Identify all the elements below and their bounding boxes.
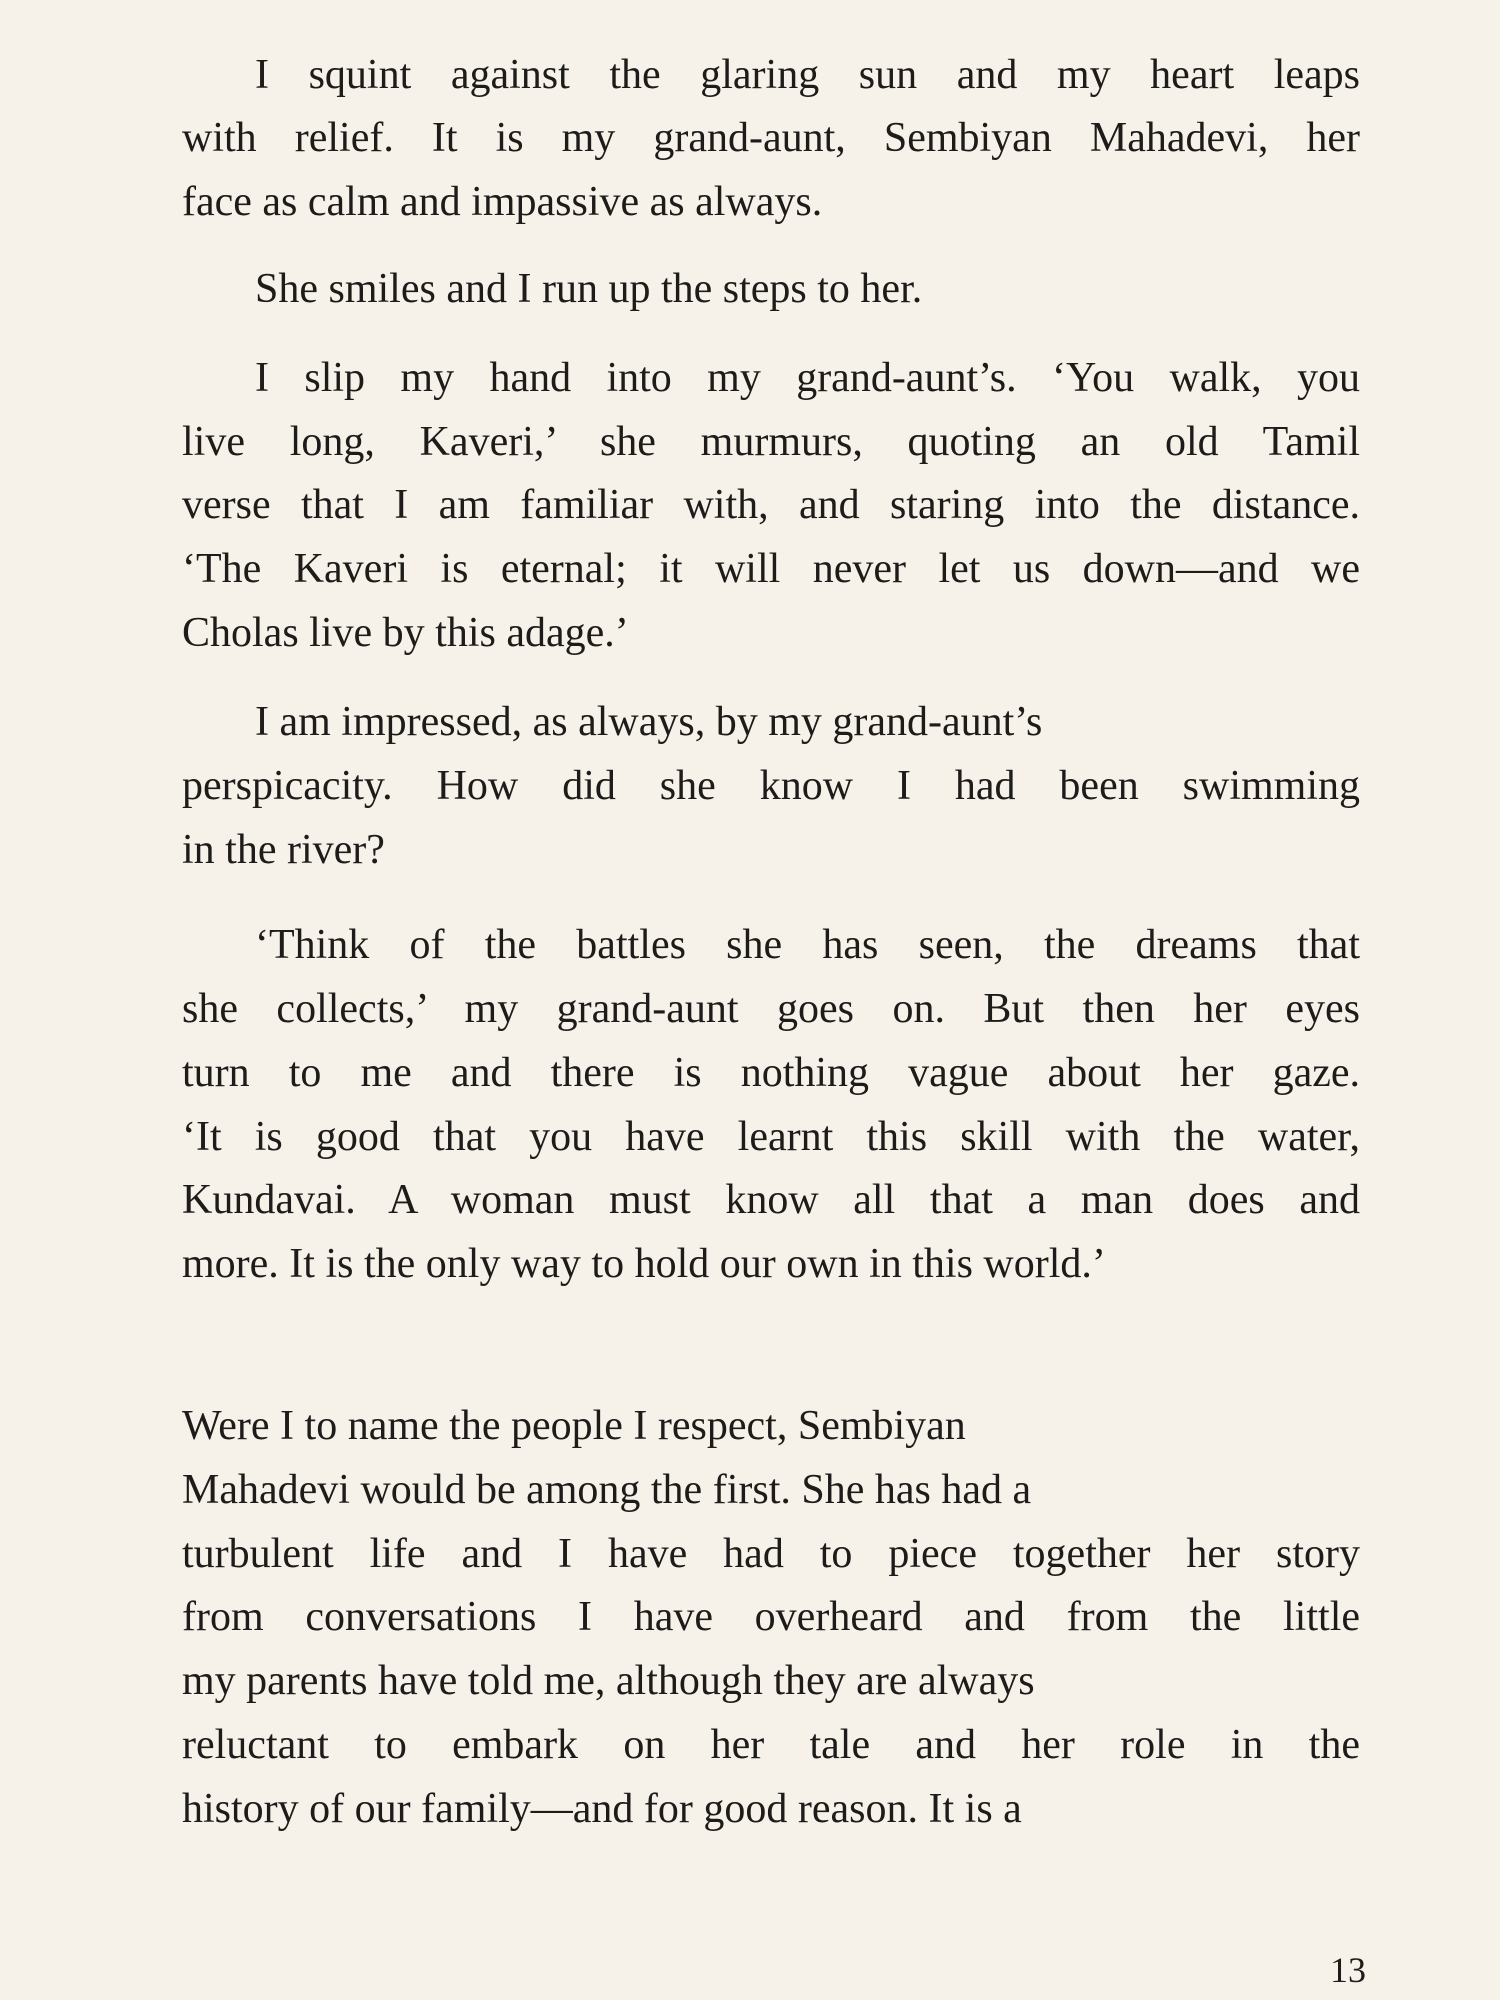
text-line: my parents have told me, although they are always (182, 1658, 1035, 1704)
text-line: I slip my hand into my grand-aunt’s. ‘You walk, you (255, 355, 1360, 401)
text-line: turbulent life and I have had to piece together her story (182, 1531, 1360, 1577)
text-line: with relief. It is my grand-aunt, Sembiyan Mahadevi, her (182, 115, 1360, 161)
text-line: history of our family—and for good reason. It is a (182, 1786, 1022, 1832)
text-line: more. It is the only way to hold our own in this world.’ (182, 1241, 1106, 1287)
text-line: perspicacity. How did she know I had been swimming (182, 763, 1360, 809)
text-line: ‘Think of the battles she has seen, the dreams that (255, 922, 1360, 968)
text-line: ‘It is good that you have learnt this skill with the water, (182, 1114, 1360, 1160)
text-line: verse that I am familiar with, and staring into the distance. (182, 482, 1360, 528)
text-line: ‘The Kaveri is eternal; it will never let us down—and we (182, 546, 1360, 592)
text-line: Kundavai. A woman must know all that a man does and (182, 1177, 1360, 1223)
text-line: I am impressed, as always, by my grand-aunt’s (255, 699, 1043, 745)
text-line: live long, Kaveri,’ she murmurs, quoting an old Tamil (182, 419, 1360, 465)
text-line: she collects,’ my grand-aunt goes on. But then her eyes (182, 986, 1360, 1032)
text-line: Were I to name the people I respect, Sembiyan (182, 1403, 966, 1449)
text-line: from conversations I have overheard and from the little (182, 1594, 1360, 1640)
text-line: Cholas live by this adage.’ (182, 610, 629, 656)
text-line: reluctant to embark on her tale and her role in the (182, 1722, 1360, 1768)
text-line: turn to me and there is nothing vague about her gaze. (182, 1050, 1360, 1096)
page-number: 13 (1330, 1950, 1366, 1990)
text-line: Mahadevi would be among the first. She has had a (182, 1467, 1032, 1513)
text-line: face as calm and impassive as always. (182, 179, 823, 225)
text-line: She smiles and I run up the steps to her. (255, 266, 923, 312)
text-line: I squint against the glaring sun and my heart leaps (255, 52, 1360, 98)
text-line: in the river? (182, 827, 385, 873)
